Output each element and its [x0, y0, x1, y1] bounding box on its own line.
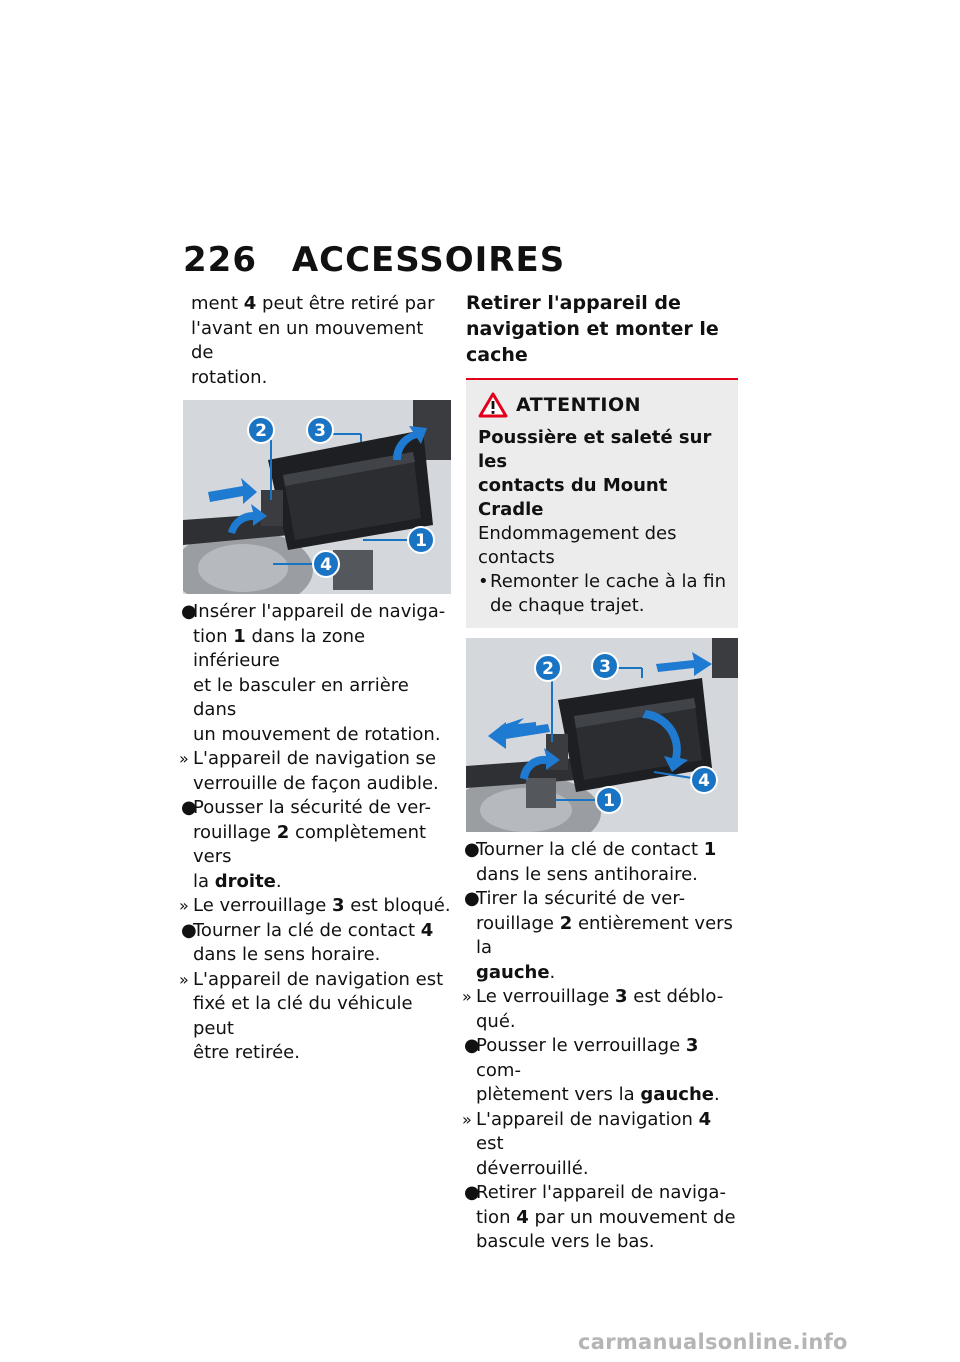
emphasis-text: 2 — [559, 912, 573, 934]
emphasis-text: 4 — [516, 1206, 529, 1228]
callout-label: 2 — [542, 659, 554, 679]
result-item — [179, 968, 451, 1066]
callout-2 — [535, 655, 561, 681]
bullet-marker: ● — [181, 601, 197, 622]
text-run: être retirée. — [193, 1042, 300, 1063]
bullet-marker: ● — [464, 839, 480, 860]
left-column — [179, 292, 451, 1066]
emphasis-text: 3 — [615, 986, 628, 1007]
bullet-marker: ● — [464, 1035, 480, 1056]
callout-label: 4 — [698, 771, 710, 791]
text-run: est déblo- — [627, 986, 724, 1007]
warning-label: ATTENTION — [516, 394, 642, 416]
text-run: . — [713, 1084, 720, 1105]
text-run: rouillage — [476, 912, 560, 934]
text-run: déverrouillé. — [476, 1157, 589, 1179]
emphasis-text: 4 — [698, 1108, 712, 1130]
text-run: complètement vers — [193, 821, 427, 867]
mount-install-figure — [183, 400, 451, 594]
mount-removal-figure — [466, 638, 738, 832]
result-marker: » — [179, 749, 189, 768]
instruction-item — [183, 796, 451, 894]
text-run: bascule vers le bas. — [476, 1231, 655, 1252]
emphasis-text: 1 — [703, 839, 717, 860]
text-run: verrouille de façon audible. — [193, 772, 439, 794]
emphasis-text: 4 — [420, 919, 434, 941]
page-header — [183, 240, 565, 280]
warning-box — [466, 380, 738, 628]
warning-title: Poussière et saleté sur les contacts du Mount Cradle — [478, 427, 712, 520]
emphasis-text: droite — [214, 870, 276, 892]
bullet-marker: ● — [464, 1182, 480, 1203]
text-run: com- — [476, 1059, 521, 1081]
left-steps — [179, 600, 451, 1066]
bullet-marker: ● — [181, 919, 197, 941]
text-run: Tourner la clé de contact — [476, 839, 704, 860]
mirror-shape — [712, 638, 738, 678]
instruction-item — [466, 1034, 738, 1108]
section-title — [466, 290, 738, 368]
instruction-item — [183, 919, 451, 968]
text-run: Insérer l'appareil de naviga- — [193, 601, 446, 622]
warning-header — [478, 392, 728, 418]
text-run: . — [549, 961, 556, 983]
result-item — [179, 747, 451, 796]
result-marker: » — [462, 987, 472, 1006]
right-steps — [462, 838, 738, 1255]
result-item — [179, 894, 451, 919]
warning-triangle-icon — [478, 392, 508, 418]
text-run: entièrement vers la — [476, 912, 733, 958]
section-title-line: Retirer l'appareil de — [466, 292, 681, 314]
text-run: fixé et la clé du véhicule peut — [193, 993, 413, 1039]
watermark: carmanualsonline.info — [578, 1330, 848, 1354]
text-run: peut être retiré par — [256, 293, 435, 314]
bullet-marker: • — [478, 571, 489, 592]
text-run: un mouvement de rotation. — [193, 723, 441, 745]
page-number: 226 — [183, 240, 257, 280]
text-run: Le verrouillage — [476, 986, 615, 1007]
text-run: Retirer l'appareil de naviga- — [476, 1182, 726, 1203]
text-run: Tourner la clé de contact — [193, 919, 421, 941]
text-run: Tirer la sécurité de ver- — [476, 888, 686, 909]
text-run: L'appareil de navigation est — [193, 968, 444, 990]
emphasis-text: 3 — [685, 1035, 699, 1056]
emphasis-text: gauche — [640, 1084, 714, 1105]
callout-label: 2 — [255, 421, 267, 441]
text-run: Pousser la sécurité de ver- — [193, 797, 432, 818]
callout-4 — [691, 767, 717, 793]
callout-label: 4 — [320, 555, 332, 575]
emphasis-text: 1 — [233, 625, 246, 647]
text-run: Pousser le verrouillage — [476, 1035, 686, 1056]
chapter-title: ACCESSOIRES — [291, 240, 566, 280]
text-run: est — [476, 1133, 504, 1154]
text-run: L'appareil de navigation — [476, 1108, 699, 1130]
text-run: et le basculer en arrière dans — [193, 674, 409, 720]
result-marker: » — [179, 896, 189, 915]
callout-label: 1 — [415, 531, 427, 551]
text-run: la — [193, 870, 215, 892]
callout-3 — [592, 653, 618, 679]
instruction-item — [183, 600, 451, 747]
instruction-item — [466, 1181, 738, 1255]
text-run: qué. — [476, 1010, 516, 1032]
bullet-marker: ● — [464, 888, 480, 909]
text-run: ment — [191, 293, 244, 314]
text-run: dans le sens horaire. — [193, 944, 381, 965]
instruction-item — [466, 887, 738, 985]
text-run: tion — [476, 1206, 517, 1228]
warning-body: Endommagement des contacts — [478, 523, 677, 568]
text-run: Le verrouillage — [193, 895, 332, 916]
callout-2 — [248, 417, 274, 443]
result-marker: » — [179, 969, 189, 989]
warning-bullet: • Remonter le cache à la fin de chaque trajet. — [478, 571, 727, 616]
text-run: rouillage — [193, 821, 277, 843]
callout-label: 3 — [599, 657, 611, 677]
callout-1 — [408, 527, 434, 553]
callout-3 — [307, 417, 333, 443]
text-run: l'avant en un mouvement de — [191, 317, 424, 363]
text-run: dans le sens antihoraire. — [476, 863, 698, 885]
emphasis-text: gauche — [476, 961, 550, 983]
callout-4 — [313, 551, 339, 577]
result-marker: » — [462, 1109, 472, 1129]
text-run: dans la zone inférieure — [193, 625, 366, 671]
right-column — [462, 290, 738, 1255]
emphasis-text: 4 — [243, 293, 257, 314]
text-run: rotation. — [191, 366, 268, 388]
callout-label: 1 — [603, 791, 615, 811]
text-run: plètement vers la — [476, 1084, 641, 1105]
text-run: tion — [193, 625, 234, 647]
text-run: . — [275, 870, 282, 892]
section-title-line: navigation et monter le cache — [466, 318, 719, 366]
result-item — [462, 985, 738, 1034]
callout-label: 3 — [314, 421, 326, 441]
text-run: L'appareil de navigation se — [193, 748, 437, 769]
text-run: est bloqué. — [344, 895, 451, 916]
result-item — [462, 1108, 738, 1182]
emphasis-text: 3 — [332, 895, 345, 916]
emphasis-text: 2 — [276, 821, 290, 843]
left-intro — [183, 292, 451, 390]
callout-1 — [596, 787, 622, 813]
bullet-marker: ● — [181, 797, 197, 818]
instruction-item — [466, 838, 738, 887]
text-run: par un mouvement de — [528, 1206, 736, 1228]
